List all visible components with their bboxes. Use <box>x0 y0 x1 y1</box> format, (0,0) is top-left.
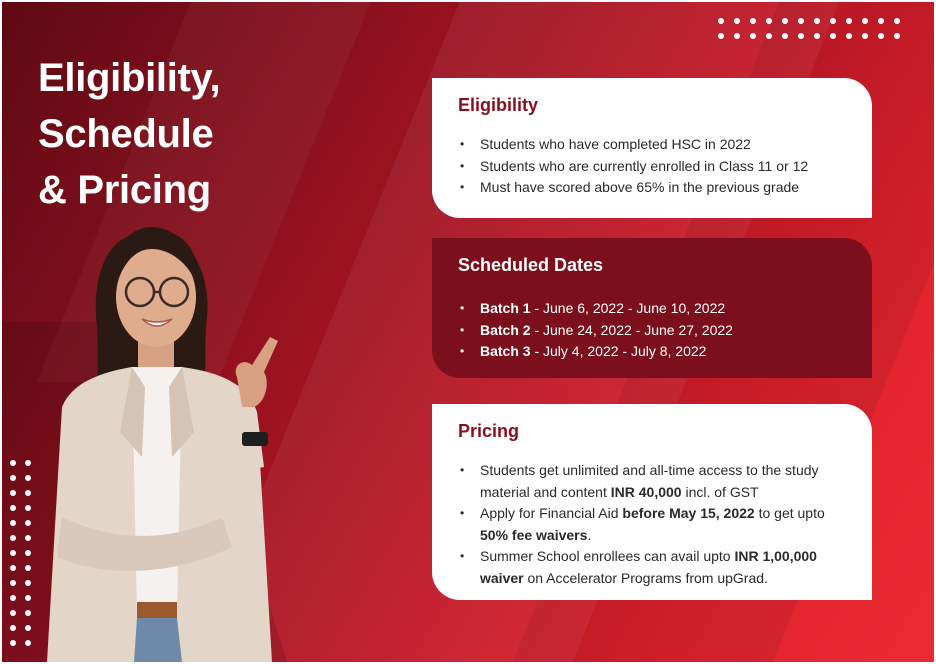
pricing-list <box>458 460 846 589</box>
decorative-dot <box>25 505 31 511</box>
smiling-student-pointing-image <box>42 217 312 662</box>
pricing-amount: INR 1,00,000 waiver <box>480 548 817 586</box>
decorative-dot <box>25 625 31 631</box>
decorative-dot <box>10 595 16 601</box>
decorative-dot <box>10 490 16 496</box>
decorative-dot <box>10 460 16 466</box>
decorative-dot <box>798 18 804 24</box>
list-item: • Students who have completed HSC in 2022 <box>458 134 846 156</box>
list-item <box>458 503 846 546</box>
pricing-heading: Pricing <box>458 421 520 441</box>
decorative-dot <box>10 610 16 616</box>
decorative-dot <box>750 18 756 24</box>
decorative-dot <box>750 33 756 39</box>
decorative-dot <box>878 18 884 24</box>
decorative-dot <box>25 610 31 616</box>
pricing-text: Apply for Financial Aid <box>480 505 623 521</box>
eligibility-card <box>432 78 872 218</box>
pricing-text: incl. of GST <box>681 483 759 500</box>
pricing-card <box>432 404 872 600</box>
pricing-text: to get upto <box>754 505 825 521</box>
decorative-dot <box>10 475 16 481</box>
decorative-dot <box>862 18 868 24</box>
decorative-dot <box>10 535 16 541</box>
decorative-dot <box>718 33 724 39</box>
list-item <box>458 298 846 320</box>
list-item <box>458 320 846 342</box>
promo-banner <box>2 2 934 662</box>
batch-label: Batch 2 <box>480 321 531 338</box>
decorative-dot <box>830 33 836 39</box>
title-line: Schedule <box>38 112 214 156</box>
decorative-dot <box>25 475 31 481</box>
pricing-waiver: 50% fee waivers <box>480 526 588 543</box>
decorative-dot <box>798 33 804 39</box>
eligibility-list <box>458 134 846 199</box>
schedule-card <box>432 238 872 378</box>
decorative-dot <box>25 520 31 526</box>
title-line: Eligibility, <box>38 56 221 100</box>
decorative-dot <box>718 18 724 24</box>
decorative-dot <box>10 550 16 556</box>
decorative-dot <box>25 550 31 556</box>
decorative-dot <box>10 640 16 646</box>
decorative-dot <box>878 33 884 39</box>
batch-dates: - June 24, 2022 - June 27, 2022 <box>530 321 733 338</box>
pricing-text: . <box>587 526 592 543</box>
batch-label: Batch 3 <box>480 343 531 359</box>
decorative-dot <box>25 580 31 586</box>
decorative-dot <box>25 595 31 601</box>
decorative-dot <box>25 640 31 646</box>
decorative-dot <box>846 33 852 39</box>
decorative-dot <box>734 18 740 24</box>
decorative-dot <box>766 33 772 39</box>
decorative-dot <box>862 33 868 39</box>
title-line: & Pricing <box>38 168 211 212</box>
decorative-dots-left <box>10 460 31 646</box>
decorative-dot <box>25 460 31 466</box>
pricing-text: Students get unlimited and all-time access to the study material and content <box>480 462 819 500</box>
pricing-text: Summer School enrollees can avail upto <box>480 548 735 564</box>
eligibility-heading: Eligibility <box>458 95 539 115</box>
decorative-dot <box>782 18 788 24</box>
batch-dates: - June 6, 2022 - June 10, 2022 <box>530 300 726 316</box>
decorative-dot <box>10 505 16 511</box>
list-item <box>458 460 846 503</box>
list-item <box>458 546 846 589</box>
decorative-dot <box>25 565 31 571</box>
decorative-dot <box>25 490 31 496</box>
decorative-dot <box>894 33 900 39</box>
schedule-heading: Scheduled Dates <box>458 255 604 275</box>
list-item: • Students who are currently enrolled in Class 11 or 12 <box>458 156 846 178</box>
list-item: • Must have scored above 65% in the previous grade <box>458 177 846 199</box>
decorative-dot <box>846 18 852 24</box>
decorative-dot <box>830 18 836 24</box>
page-title <box>38 50 338 218</box>
decorative-dots-top <box>718 18 900 39</box>
decorative-dot <box>10 580 16 586</box>
decorative-dot <box>766 18 772 24</box>
pricing-text: on Accelerator Programs from upGrad. <box>523 569 768 586</box>
batch-label: Batch 1 <box>480 300 531 316</box>
decorative-dot <box>734 33 740 39</box>
decorative-dot <box>814 33 820 39</box>
decorative-dot <box>25 535 31 541</box>
decorative-dot <box>814 18 820 24</box>
decorative-dot <box>10 520 16 526</box>
list-item <box>458 341 846 363</box>
decorative-dot <box>782 33 788 39</box>
decorative-dot <box>10 625 16 631</box>
pricing-deadline: before May 15, 2022 <box>622 505 755 521</box>
decorative-dot <box>10 565 16 571</box>
pricing-amount: INR 40,000 <box>610 483 682 500</box>
schedule-list <box>458 298 846 363</box>
batch-dates: - July 4, 2022 - July 8, 2022 <box>530 343 707 359</box>
decorative-dot <box>894 18 900 24</box>
